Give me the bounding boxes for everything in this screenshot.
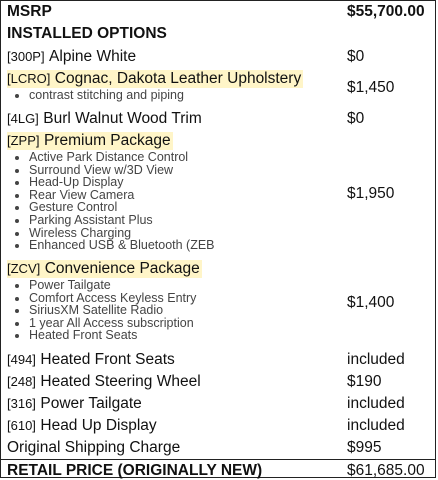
option-sub-list xyxy=(15,279,196,342)
option-sub-list xyxy=(15,151,215,252)
option-sub-item: • Active Park Distance Control xyxy=(29,151,215,164)
option-sub-item: • SiriusXM Satellite Radio xyxy=(29,304,196,317)
option-name: Premium Package xyxy=(43,132,171,149)
shipping-charge-label: Original Shipping Charge xyxy=(7,439,181,456)
option-name: Alpine White xyxy=(49,48,137,65)
option-sub-item: • Rear View Camera xyxy=(29,189,215,202)
retail-price-label: RETAIL PRICE (ORIGINALLY NEW) xyxy=(7,462,263,479)
msrp-label: MSRP xyxy=(7,3,52,20)
option-price: included xyxy=(347,417,405,434)
option-line xyxy=(7,351,175,369)
option-name: Heated Steering Wheel xyxy=(40,373,201,390)
option-code: [610] xyxy=(7,418,36,433)
option-code: [LCRO] xyxy=(7,71,51,86)
option-line xyxy=(7,70,303,88)
option-sub-item: • Power Tailgate xyxy=(29,279,196,292)
option-line xyxy=(7,417,157,435)
shipping-charge-value: $995 xyxy=(347,439,382,456)
option-highlight xyxy=(7,132,173,150)
option-line xyxy=(7,395,142,413)
option-name: Heated Front Seats xyxy=(40,351,175,368)
option-code: [248] xyxy=(7,374,36,389)
option-name: Head Up Display xyxy=(40,417,157,434)
option-sub-item: • 1 year All Access subscription xyxy=(29,317,196,330)
option-code: [316] xyxy=(7,396,36,411)
option-price: included xyxy=(347,395,405,412)
option-code: [ZCV] xyxy=(7,261,41,276)
option-code: [4LG] xyxy=(7,111,39,126)
option-price: $1,450 xyxy=(347,79,395,96)
option-price: $190 xyxy=(347,373,382,390)
option-sub-item: • Head-Up Display xyxy=(29,176,215,189)
option-sub-item: • Wireless Charging xyxy=(29,227,215,240)
option-sub-item: • Gesture Control xyxy=(29,201,215,214)
msrp-value: $55,700.00 xyxy=(347,3,425,20)
option-price: included xyxy=(347,351,405,368)
option-name: Power Tailgate xyxy=(40,395,142,412)
option-price: $1,950 xyxy=(347,185,395,202)
option-price: $0 xyxy=(347,48,365,65)
option-sub-item: • Enhanced USB & Bluetooth (ZEB xyxy=(29,239,215,252)
installed-options-header: INSTALLED OPTIONS xyxy=(7,25,167,42)
retail-price-value: $61,685.00 xyxy=(347,462,425,479)
option-price: $0 xyxy=(347,110,365,127)
option-sub-item: • contrast stitching and piping xyxy=(29,89,184,102)
option-line xyxy=(7,132,173,150)
option-name: Convenience Package xyxy=(44,260,200,277)
option-code: [300P] xyxy=(7,49,45,64)
option-name: Cognac, Dakota Leather Upholstery xyxy=(54,70,302,87)
option-line xyxy=(7,260,202,278)
option-sub-item: • Comfort Access Keyless Entry xyxy=(29,292,196,305)
option-sub-item: • Parking Assistant Plus xyxy=(29,214,215,227)
option-line xyxy=(7,48,136,66)
option-name: Burl Walnut Wood Trim xyxy=(43,110,202,127)
option-line xyxy=(7,373,201,391)
option-sub-item: • Heated Front Seats xyxy=(29,329,196,342)
option-line xyxy=(7,439,180,457)
option-sub-list xyxy=(15,89,184,102)
option-highlight xyxy=(7,260,202,278)
option-highlight xyxy=(7,70,303,88)
option-code: [ZPP] xyxy=(7,133,40,148)
option-line xyxy=(7,110,202,128)
option-sub-item: • Surround View w/3D View xyxy=(29,164,215,177)
option-price: $1,400 xyxy=(347,294,395,311)
option-code: [494] xyxy=(7,352,36,367)
total-divider xyxy=(1,459,435,460)
